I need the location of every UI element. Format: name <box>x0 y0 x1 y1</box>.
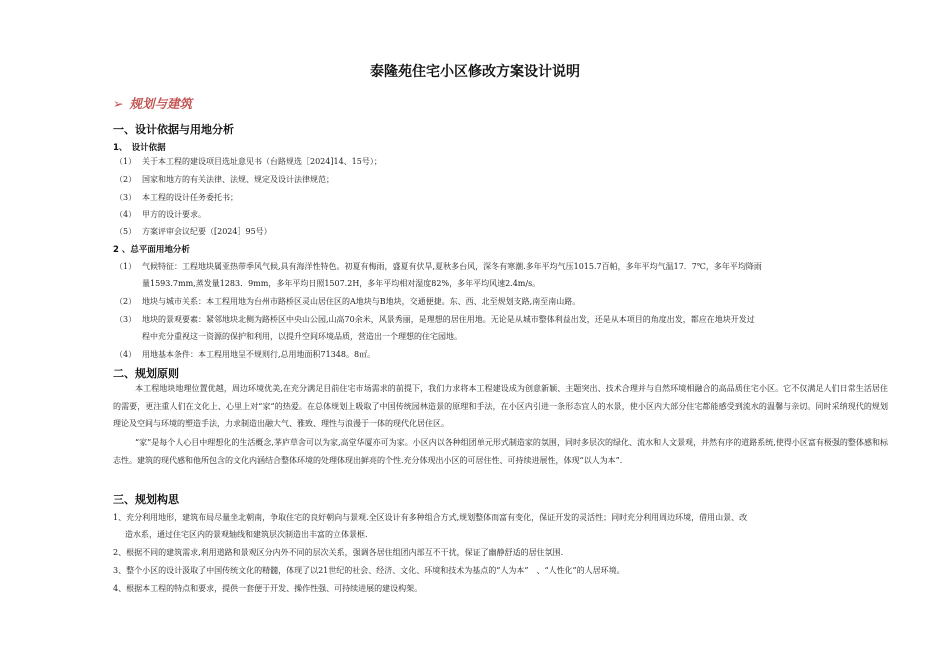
list-item-text: 气候特征：工程地块属亚热带季风气候,具有海洋性特色。初夏有梅雨，盛夏有伏旱,夏秋多台风，深冬有寒潮.多年平均气压1015.7百帕，多年平均气温17．7℃，多年平均降雨 <box>142 262 762 271</box>
list-item <box>113 509 888 543</box>
list-item <box>115 311 885 345</box>
heading-planning-concept: 三、规划构思 <box>113 493 179 506</box>
list-item <box>113 562 888 579</box>
list-item-continuation: 量1593.7mm,蒸发量1283．9mm，多年平均日照1507.2H，多年平均相对湿度82%，多年平均风速2.4m/s。 <box>142 279 541 288</box>
list-item <box>115 189 885 206</box>
list-item-text: 本工程的设计任务委托书； <box>142 193 238 202</box>
document-title: 泰隆苑住宅小区修改方案设计说明 <box>370 64 580 80</box>
section-heading-planning <box>113 94 192 112</box>
list-item-continuation: 程中充分重视这一资源的保护和利用，以提升空间环境品质，营造出一个理想的住宅园地。 <box>142 332 462 341</box>
list-item-text: 1、充分利用地形，建筑布局尽量坐北朝南，争取住宅的良好朝向与景观.全区设计有多种组合方式,规划整体而富有变化，保证开发的灵活性；同时充分利用周边环境，借用山景、改 <box>113 513 748 522</box>
list-item-text: 关于本工程的建设项目选址意见书（台路规选［2024]14、15号）； <box>142 157 382 166</box>
paragraph-text: 本工程地块地理位置优越，周边环境优美,在充分满足目前住宅市场需求的前提下，我们力求将本工程建设成为创意新颖、主题突出、技术合理并与自然环境相融合的高品质住宅小区。它不仅满足人们日常生活居住的需要，更注重人们在文化上、心里上对“家”的热爱。在总体规划上吸取了中国传统园林造景的原理和手法，在小区内引进一条形态宜人的水景，使小区内大部分住宅都能感受到流水的温馨与亲切。同时采纳现代的规划理论及空间与环境的塑造手法，力求制造出融大气、雅致、理性与浪漫于一体的现代化居住区。 <box>113 384 888 428</box>
list-item-number: （2） <box>115 297 137 306</box>
list-item <box>115 153 885 170</box>
paragraph <box>113 434 888 469</box>
list-item-text: 2、根据不同的建筑需求,利用道路和景观区分内外不同的层次关系，强调各居住组团内部互不干扰，保证了幽静舒适的居住氛围. <box>113 548 564 557</box>
arrow-bullet-icon: ➢ <box>113 96 124 111</box>
list-item <box>113 580 888 597</box>
list-item-text: 用地基本条件：本工程用地呈不规则行,总用地面积71348。8㎡。 <box>142 350 376 359</box>
list-item-number: （4） <box>115 210 137 219</box>
list-item-number: （3） <box>115 315 137 324</box>
list-item-continuation: 造水系，通过住宅区内的景观轴线和建筑层次制造出丰富的立体景框. <box>125 530 368 539</box>
list-item <box>115 293 885 310</box>
list-item <box>115 346 885 363</box>
list-item-number: （3） <box>115 193 137 202</box>
subheading-design-basis: 1、 设计依据 <box>113 143 166 153</box>
list-item-number: （2） <box>115 175 137 184</box>
heading-design-basis: 一、设计依据与用地分析 <box>113 123 234 136</box>
list-item-text: 3、整个小区的设计汲取了中国传统文化的精髓，体现了以21世纪的社会、经济、文化、环境和技术为基点的“人为本” 、“人性化”的人居环境。 <box>113 566 625 575</box>
list-item <box>115 171 885 188</box>
paragraph-text: “家”是每个人心目中理想化的生活概念,茅庐草舍可以为家,高堂华厦亦可为家。小区内以各种组团单元形式制造家的氛围，同时多层次的绿化、流水和人文景观，井然有序的道路系统,使得小区富有极强的整体感和标志性。建筑的现代感和他所包含的文化内涵结合整体环境的处理体现出鲜亮的个性.充分体现出小区的可居住性、可持续进展性，体现“以人为本”. <box>113 438 888 465</box>
list-item-number: （1） <box>115 262 137 271</box>
heading-planning-principles: 二、规划原则 <box>113 367 179 380</box>
list-item-text: 地块的景观要素：紧邻地块北侧为路桥区中央山公园,山高70余米，风景秀丽，是理想的居住用地。无论是从城市整体利益出发，还是从本项目的角度出发，都应在地块开发过 <box>142 315 755 324</box>
subheading-site-analysis: 2 、总平面用地分析 <box>113 245 190 255</box>
list-item-text: 地块与城市关系：本工程用地为台州市路桥区灵山居住区的A地块与B地块，交通便捷。东、西、北至规划支路,南至南山路。 <box>142 297 581 306</box>
list-item-number: （4） <box>115 350 137 359</box>
list-item-number: （1） <box>115 157 137 166</box>
list-item <box>115 206 885 223</box>
list-item <box>115 223 885 240</box>
paragraph <box>113 380 888 433</box>
section-heading-label: 规划与建筑 <box>129 96 192 111</box>
list-item <box>113 544 888 561</box>
list-item-text: 国家和地方的有关法律、法规、规定及设计法律规范； <box>142 175 334 184</box>
list-item-number: （5） <box>115 227 137 236</box>
list-item <box>115 258 885 292</box>
list-item-text: 方案评审会议纪要（[2024］95号） <box>142 227 272 236</box>
list-item-text: 4、根据本工程的特点和要求，提供一套便于开发、操作性强、可持续进展的建设构架。 <box>113 584 423 593</box>
list-item-text: 甲方的设计要求。 <box>142 210 206 219</box>
